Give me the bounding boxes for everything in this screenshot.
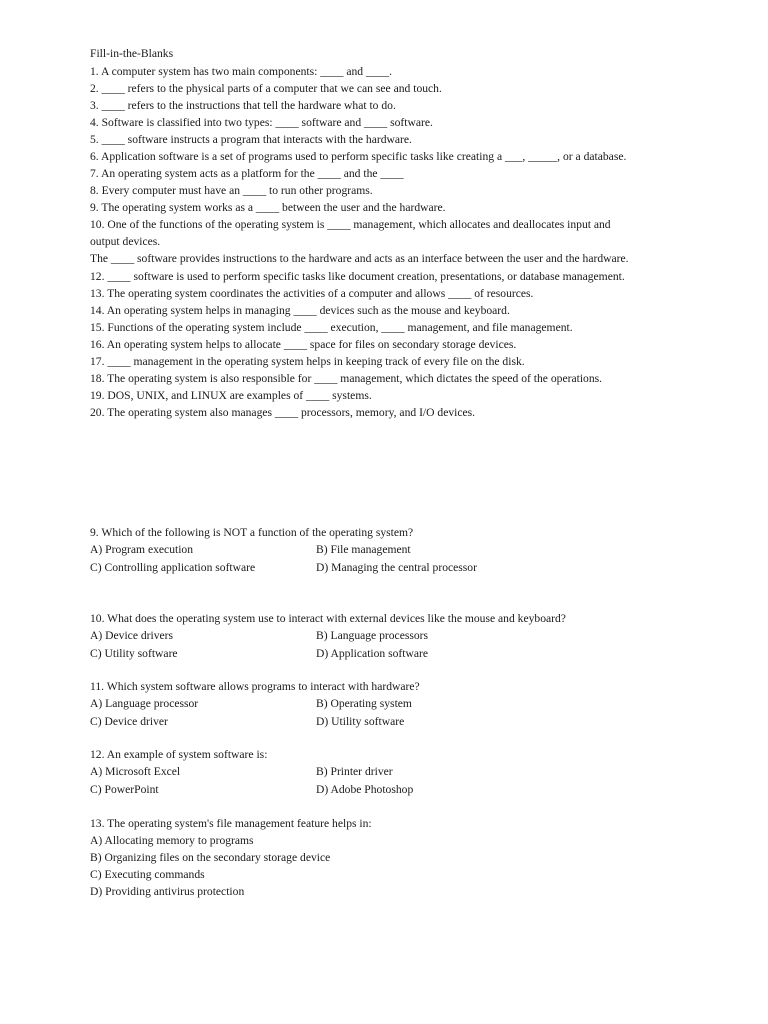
options-row — [90, 645, 690, 663]
fill-line-3: 3. ____ refers to the instructions that tell the hardware what to do. — [90, 99, 396, 112]
fill-line-15: 15. Functions of the operating system include ____ execution, ____ management, and file management. — [90, 321, 573, 334]
option-c: C) Utility software — [90, 647, 178, 660]
options-row — [90, 781, 690, 799]
option-b: B) Printer driver — [316, 765, 393, 778]
option-a: A) Microsoft Excel — [90, 765, 181, 778]
options-row — [90, 695, 690, 713]
fill-line-13: 13. The operating system coordinates the activities of a computer and allows ____ of resources. — [90, 287, 534, 300]
option-d: D) Managing the central processor — [316, 561, 477, 574]
mcq-question-block — [90, 678, 690, 731]
fill-line-17: 17. ____ management in the operating system helps in keeping track of every file on the disk. — [90, 355, 525, 368]
option-c: C) Device driver — [90, 715, 168, 728]
option-d: D) Utility software — [316, 715, 405, 728]
fill-line-4: 4. Software is classified into two types: ____ software and ____ software. — [90, 116, 433, 129]
fill-line-9: 9. The operating system works as a ____ between the user and the hardware. — [90, 201, 446, 214]
option-b: B) Organizing files on the secondary storage device — [90, 851, 331, 864]
option-c: C) Executing commands — [90, 868, 205, 881]
option-a: A) Program execution — [90, 543, 194, 556]
options-row — [90, 713, 690, 731]
options-row — [90, 559, 690, 577]
fill-line-19: 19. DOS, UNIX, and LINUX are examples of ____ systems. — [90, 389, 372, 402]
question-text: 10. What does the operating system use to interact with external devices like the mouse and keyboard? — [90, 612, 566, 625]
section-title: Fill-in-the-Blanks — [90, 47, 174, 60]
fill-line-10-cont: output devices. — [90, 235, 161, 248]
fill-line-1: 1. A computer system has two main components: ____ and ____. — [90, 65, 393, 78]
fill-line-12: 12. ____ software is used to perform specific tasks like document creation, presentations, or database management. — [90, 270, 625, 283]
option-d: D) Providing antivirus protection — [90, 885, 245, 898]
mcq-question-block — [90, 610, 690, 663]
fill-line-18: 18. The operating system is also responsible for ____ management, which dictates the speed of the operations. — [90, 372, 603, 385]
fill-line-2: 2. ____ refers to the physical parts of a computer that we can see and touch. — [90, 82, 442, 95]
fill-line-16: 16. An operating system helps to allocate ____ space for files on secondary storage devices. — [90, 338, 517, 351]
option-a: A) Device drivers — [90, 629, 174, 642]
options-row — [90, 763, 690, 781]
option-b: B) Language processors — [316, 629, 429, 642]
option-c: C) PowerPoint — [90, 783, 159, 796]
mcq-question-block — [90, 524, 690, 577]
fill-line-11: The ____ software provides instructions to the hardware and acts as an interface between the user and the hardware. — [90, 252, 629, 265]
options-row — [90, 541, 690, 559]
fill-line-8: 8. Every computer must have an ____ to run other programs. — [90, 184, 373, 197]
question-text: 9. Which of the following is NOT a function of the operating system? — [90, 526, 414, 539]
option-c: C) Controlling application software — [90, 561, 256, 574]
option-a: A) Language processor — [90, 697, 199, 710]
option-a: A) Allocating memory to programs — [90, 834, 254, 847]
option-b: B) Operating system — [316, 697, 412, 710]
fill-line-6: 6. Application software is a set of programs used to perform specific tasks like creating a ___, _____, or a database. — [90, 150, 627, 163]
question-text: 12. An example of system software is: — [90, 748, 268, 761]
fill-line-20: 20. The operating system also manages ____ processors, memory, and I/O devices. — [90, 406, 476, 419]
fill-line-10: 10. One of the functions of the operating system is ____ management, which allocates and deallocates input and — [90, 218, 611, 231]
option-d: D) Adobe Photoshop — [316, 783, 414, 796]
fill-line-7: 7. An operating system acts as a platform for the ____ and the ____ — [90, 167, 404, 180]
option-b: B) File management — [316, 543, 411, 556]
options-row — [90, 627, 690, 645]
option-d: D) Application software — [316, 647, 429, 660]
fill-line-14: 14. An operating system helps in managing ____ devices such as the mouse and keyboard. — [90, 304, 510, 317]
question-text: 13. The operating system's file management feature helps in: — [90, 817, 372, 830]
question-text: 11. Which system software allows programs to interact with hardware? — [90, 680, 420, 693]
mcq-question-block — [90, 746, 690, 799]
fill-line-5: 5. ____ software instructs a program that interacts with the hardware. — [90, 133, 412, 146]
mcq-question-block — [90, 815, 690, 900]
